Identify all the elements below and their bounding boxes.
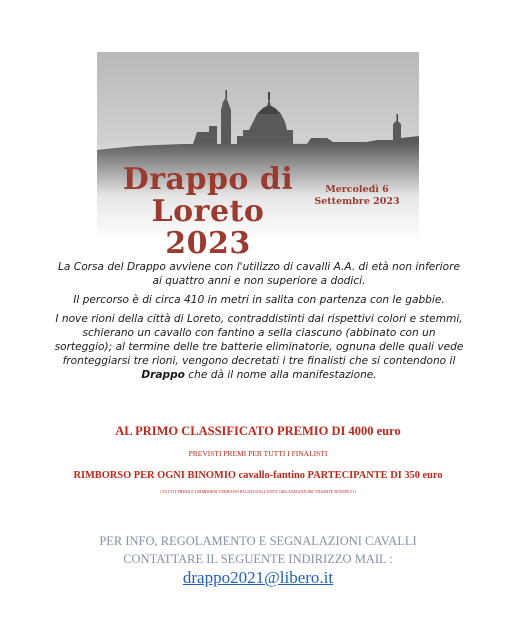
description-paragraph-3	[54, 312, 464, 382]
contact-line-2: CONTATTARE IL SEGUENTE INDIRIZZO MAIL :	[123, 552, 393, 566]
event-description	[54, 260, 464, 387]
event-title	[108, 164, 308, 260]
first-prize-line: AL PRIMO CLASSIFICATO PREMIO DI 4000 euro	[115, 424, 401, 438]
date-line-2: Settembre 2023	[314, 196, 400, 207]
finalists-prize-line: PREVISTI PREMI PER TUTTI I FINALISTI	[188, 449, 328, 458]
refund-line: RIMBORSO PER OGNI BINOMIO cavallo-fantino PARTECIPANTE DI 350 euro	[73, 470, 443, 481]
drappo-emphasis: Drappo	[141, 369, 185, 381]
description-paragraph-1: La Corsa del Drappo avviene con l'utilizzo di cavalli A.A. di età non inferiore ai quattro anni e non superiore a dodici.	[58, 261, 460, 287]
description-paragraph-3-start: I nove rioni della città di Loreto, contraddistinti dai rispettivi colori e stemmi, schierano un cavallo con fantino a sella ciascuno (abbinato con un sorteggio); al termine delle tre batterie eliminatorie, ognuna delle quali vede fronteggiarsi tre rioni, vengono decretati i tre finalisti che si contendono il	[54, 313, 464, 367]
email-link[interactable]: drappo2021@libero.it	[182, 568, 334, 587]
title-line-2: Loreto 2023	[151, 194, 265, 261]
title-line-1: Drappo di	[122, 162, 294, 197]
contact-info	[0, 532, 516, 568]
contact-email	[0, 568, 516, 588]
date-line-1: Mercoledì 6	[325, 184, 389, 195]
description-paragraph-3-end: che dà il nome alla manifestazione.	[184, 369, 377, 381]
contact-line-1: PER INFO, REGOLAMENTO E SEGNALAZIONI CAVALLI	[99, 534, 417, 548]
description-paragraph-2: Il percorso è di circa 410 in metri in salita con partenza con le gabbie.	[73, 294, 445, 306]
payment-note: (TUTTI I PREMI E I RIMBORSI VERRANO PAGATI DALL'ENTE ORGANIZZATORE TRAMITE BONIFICO)	[160, 489, 356, 494]
event-date	[306, 184, 408, 208]
